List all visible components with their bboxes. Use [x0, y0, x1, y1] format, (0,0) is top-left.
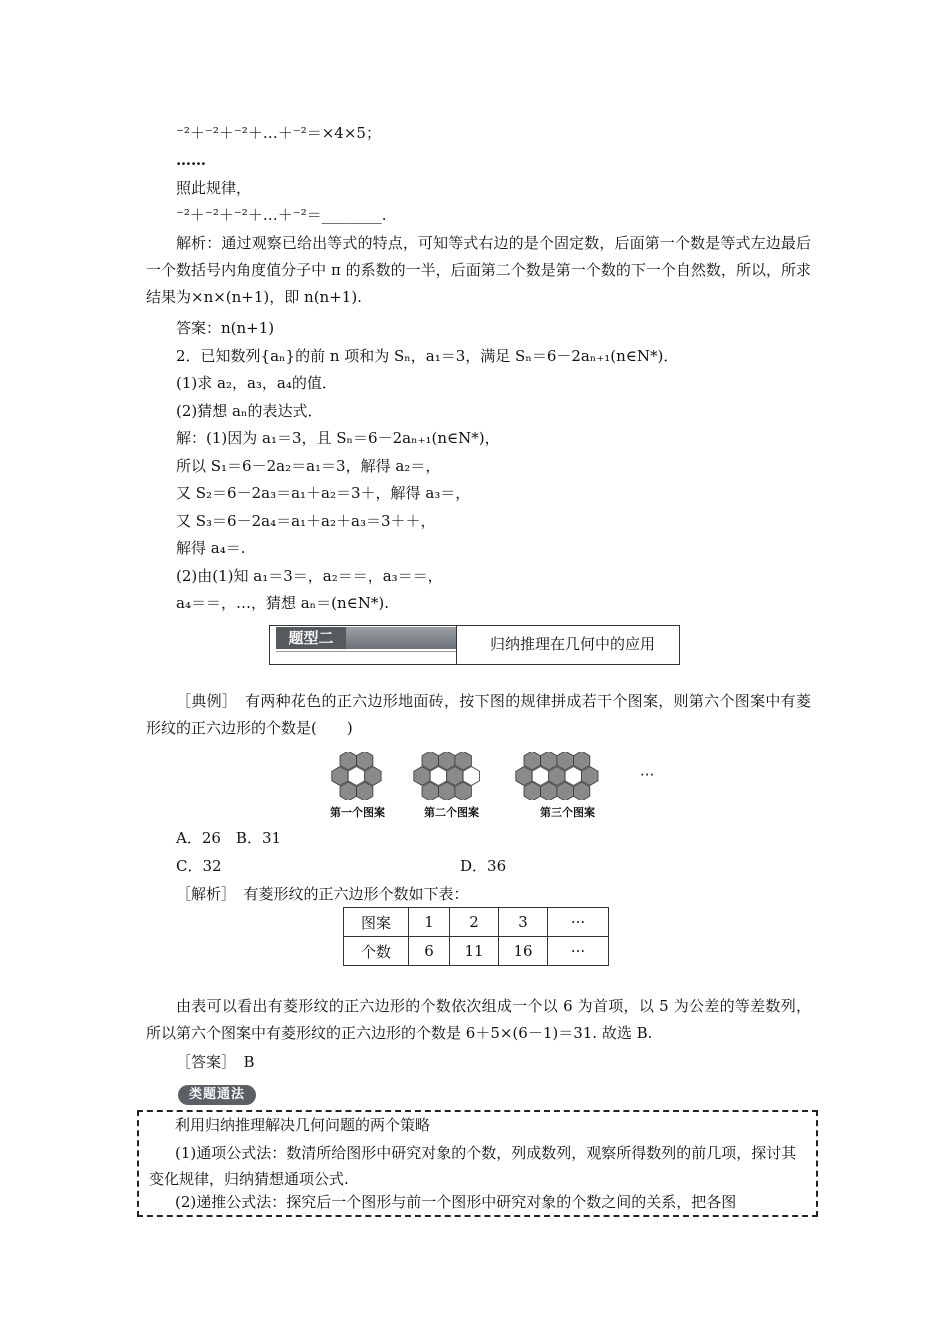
patterned-hexagon	[439, 782, 455, 800]
table-cell: 6	[409, 937, 450, 966]
pattern-1	[332, 752, 381, 800]
patterned-hexagon	[516, 767, 532, 786]
count-table	[343, 907, 609, 966]
summary-point-1: (1)通项公式法：数清所给图形中研究对象的个数，列成数列，观察所得数列的前几项，探讨其变化规律，归纳猜想通项公式.	[149, 1144, 797, 1188]
patterned-hexagon	[549, 767, 565, 786]
patterned-hexagon	[573, 782, 589, 800]
patterned-hexagon	[414, 767, 430, 786]
analysis-paragraph: 解析：通过观察已给出等式的特点，可知等式右边的是个固定数，后面第一个数是等式左边最后一个数括号内角度值分子中 π 的系数的一半，后面第二个数是第一个数的下一个自然数，所以，所求结果为×n×(n+1)，即 n(n+1).	[146, 234, 811, 306]
hexagon-figures	[330, 752, 690, 819]
patterned-hexagon	[524, 782, 541, 800]
problem2-q2: (2)猜想 aₙ的表达式．	[176, 402, 323, 420]
table-row	[344, 937, 609, 966]
patterned-hexagon	[332, 767, 348, 786]
patterned-hexagon	[455, 782, 472, 800]
solution-line-3: 又 S₂＝6－2a₃＝a₁＋a₂＝3＋，解得 a₃＝，	[176, 484, 471, 502]
table-cell: 16	[499, 937, 548, 966]
example-stem: ［典例］ 有两种花色的正六边形地面砖，按下图的规律拼成若干个图案，则第六个图案中有菱形纹的正六边形的个数是( )	[146, 692, 811, 737]
table-row	[344, 908, 609, 937]
equation-line: ⁻²＋⁻²＋⁻²＋…＋⁻²＝×4×5；	[176, 124, 381, 142]
patterned-hexagon	[340, 752, 357, 770]
patterned-hexagon	[447, 767, 463, 786]
patterned-hexagon	[357, 782, 373, 800]
table-cell: 图案	[344, 908, 409, 937]
patterned-hexagon	[365, 767, 381, 786]
patterned-hexagon	[422, 752, 439, 770]
analysis-intro: ［解析］ 有菱形纹的正六边形个数如下表：	[176, 885, 469, 903]
patterned-hexagon	[573, 752, 589, 770]
plain-hexagon	[532, 767, 549, 786]
plain-hexagon	[463, 767, 480, 786]
table-cell: 11	[450, 937, 499, 966]
option-d: D．36	[460, 857, 507, 875]
ellipsis-line: ……	[176, 151, 206, 169]
table-cell: ···	[548, 937, 609, 966]
rule-line: 照此规律，	[176, 179, 252, 197]
explanation-paragraph: 由表可以看出有菱形纹的正六边形的个数依次组成一个以 6 为首项，以 5 为公差的等差数列，所以第六个图案中有菱形纹的正六边形的个数是 6＋5×(6－1)＝31. 故选 B.	[146, 997, 811, 1042]
summary-point-2: (2)递推公式法：探究后一个图形与前一个图形中研究对象的个数之间的关系，把各图	[175, 1193, 737, 1211]
patterned-hexagon	[541, 782, 557, 800]
patterned-hexagon	[557, 782, 574, 800]
solution-line-5: 解得 a₄＝.	[176, 539, 246, 557]
table-cell: 个数	[344, 937, 409, 966]
summary-tag: 类题通法	[178, 1085, 256, 1105]
patterned-hexagon	[455, 752, 472, 770]
hexagon-patterns	[330, 752, 690, 800]
summary-title: 利用归纳推理解决几何问题的两个策略	[175, 1116, 431, 1134]
example-answer: ［答案］ B	[176, 1053, 255, 1071]
section-tag	[276, 627, 456, 649]
problem2-stem: 2．已知数列{aₙ}的前 n 项和为 Sₙ，a₁＝3，满足 Sₙ＝6－2aₙ₊₁(n∈N*)．	[176, 347, 679, 365]
patterned-hexagon	[357, 752, 373, 770]
patterned-hexagon	[439, 752, 455, 770]
pattern-2	[414, 752, 480, 800]
caption-3: 第三个图案	[540, 806, 595, 819]
pattern-3	[516, 752, 598, 800]
solution-line-6: (2)由(1)知 a₁＝3＝，a₂＝＝，a₃＝＝，	[176, 567, 443, 585]
patterned-hexagon	[582, 767, 598, 786]
patterned-hexagon	[541, 752, 557, 770]
plain-hexagon	[565, 767, 582, 786]
caption-1: 第一个图案	[330, 806, 385, 819]
plain-hexagon	[430, 767, 447, 786]
patterned-hexagon	[422, 782, 439, 800]
solution-line-7: a₄＝＝，…，猜想 aₙ＝(n∈N*).	[176, 594, 390, 612]
solution-line-4: 又 S₃＝6－2a₄＝a₁＋a₂＋a₃＝3＋＋，	[176, 512, 436, 530]
option-c: C．32	[176, 857, 222, 875]
table-cell: ···	[548, 908, 609, 937]
section-header	[269, 625, 680, 665]
patterned-hexagon	[524, 752, 541, 770]
patterned-hexagon	[557, 752, 574, 770]
table-cell: 3	[499, 908, 548, 937]
answer-line: 答案：n(n+1)	[176, 319, 275, 337]
patterned-hexagon	[340, 782, 357, 800]
plain-hexagon	[348, 767, 365, 786]
options-ab: A．26 B．31	[176, 829, 282, 847]
figure-ellipsis: ···	[640, 766, 655, 784]
question-equation: ⁻²＋⁻²＋⁻²＋…＋⁻²＝________.	[176, 206, 387, 224]
solution-line-2: 所以 S₁＝6－2a₂＝a₁＝3，解得 a₂＝，	[176, 457, 441, 475]
section-tag-label: 题型二	[276, 627, 346, 649]
table-cell: 2	[450, 908, 499, 937]
summary-box	[137, 1110, 818, 1217]
section-title: 归纳推理在几何中的应用	[490, 635, 656, 653]
table-cell: 1	[409, 908, 450, 937]
solution-line-1: 解：(1)因为 a₁＝3，且 Sₙ＝6－2aₙ₊₁(n∈N*)，	[176, 429, 500, 447]
problem2-q1: (1)求 a₂，a₃，a₄的值．	[176, 374, 337, 392]
caption-2: 第二个图案	[424, 806, 479, 819]
